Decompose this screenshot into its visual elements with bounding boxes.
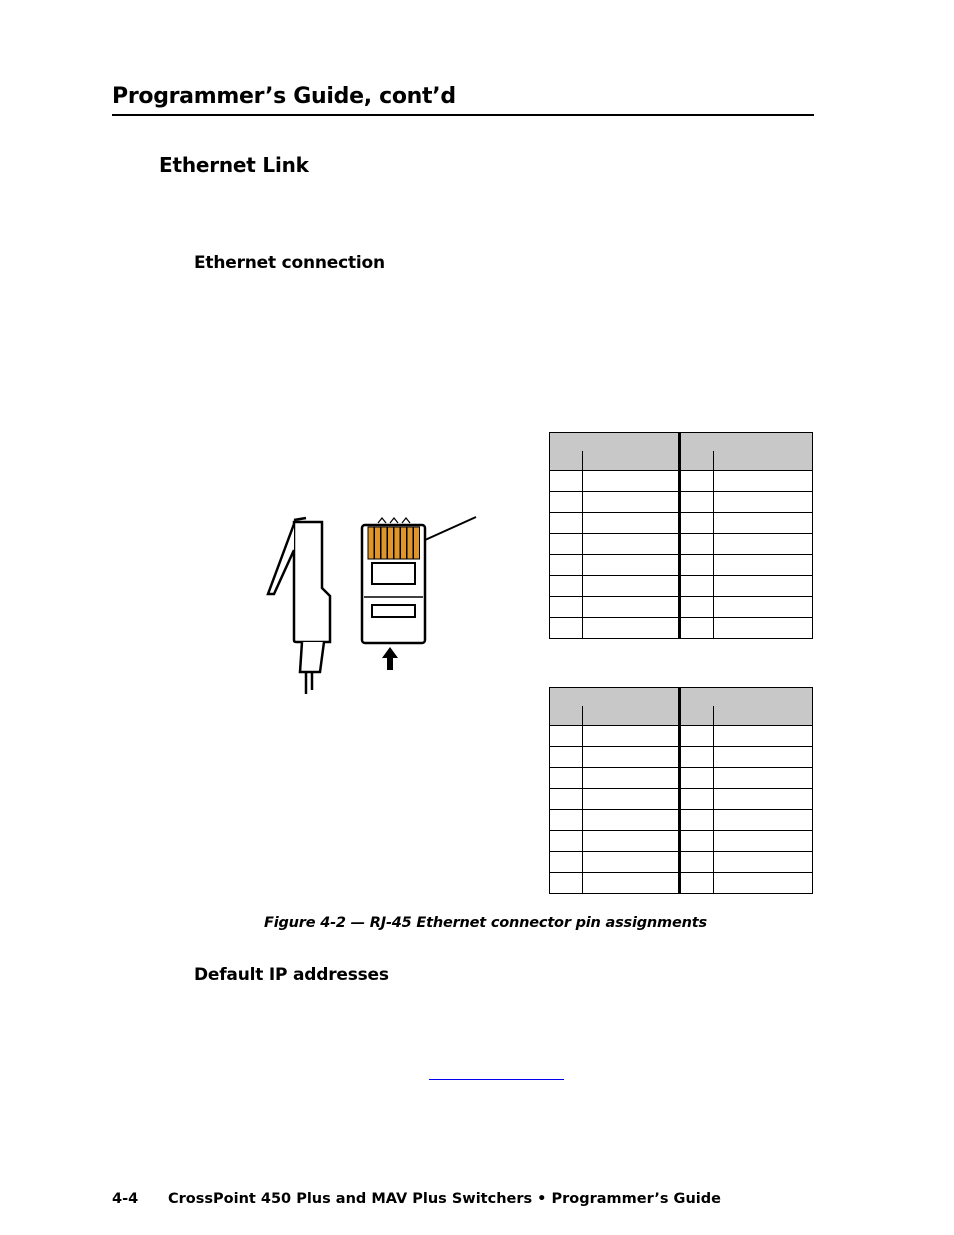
rj45-plug-side-view <box>268 518 330 694</box>
running-header-title: Programmer’s Guide, cont’d <box>112 84 456 109</box>
figure-caption: Figure 4-2 — RJ-45 Ethernet connector pin assignments <box>264 915 707 931</box>
table-row <box>550 747 813 768</box>
hyperlink-underline[interactable] <box>429 1079 564 1080</box>
table-row <box>550 597 813 618</box>
table-row <box>550 618 813 639</box>
table-row <box>550 513 813 534</box>
section-title: Ethernet Link <box>159 153 309 177</box>
table-row <box>550 534 813 555</box>
arrow-up-icon <box>382 647 398 670</box>
table-row <box>550 768 813 789</box>
table-row <box>550 576 813 597</box>
pin-assignment-table-crossover <box>549 687 813 894</box>
rj45-plug-front-view <box>362 518 425 643</box>
rj45-connector-diagram <box>260 510 485 700</box>
subsection-title-ethernet-connection: Ethernet connection <box>194 253 385 273</box>
table-row <box>550 810 813 831</box>
page-number: 4-4 <box>112 1191 139 1207</box>
table-row <box>550 471 813 492</box>
table-row <box>550 852 813 873</box>
table-row <box>550 789 813 810</box>
table-row <box>550 492 813 513</box>
subsection-title-default-ip: Default IP addresses <box>194 965 389 985</box>
page-footer <box>112 1191 721 1207</box>
pin-assignment-table-straight-through <box>549 432 813 639</box>
table-row <box>550 555 813 576</box>
table-row <box>550 873 813 894</box>
callout-leader-line <box>425 517 476 540</box>
footer-doc-title: CrossPoint 450 Plus and MAV Plus Switchers • Programmer’s Guide <box>168 1191 721 1207</box>
rj45-contact-pins <box>368 527 420 559</box>
table-row <box>550 726 813 747</box>
header-rule <box>112 114 814 116</box>
table-row <box>550 831 813 852</box>
